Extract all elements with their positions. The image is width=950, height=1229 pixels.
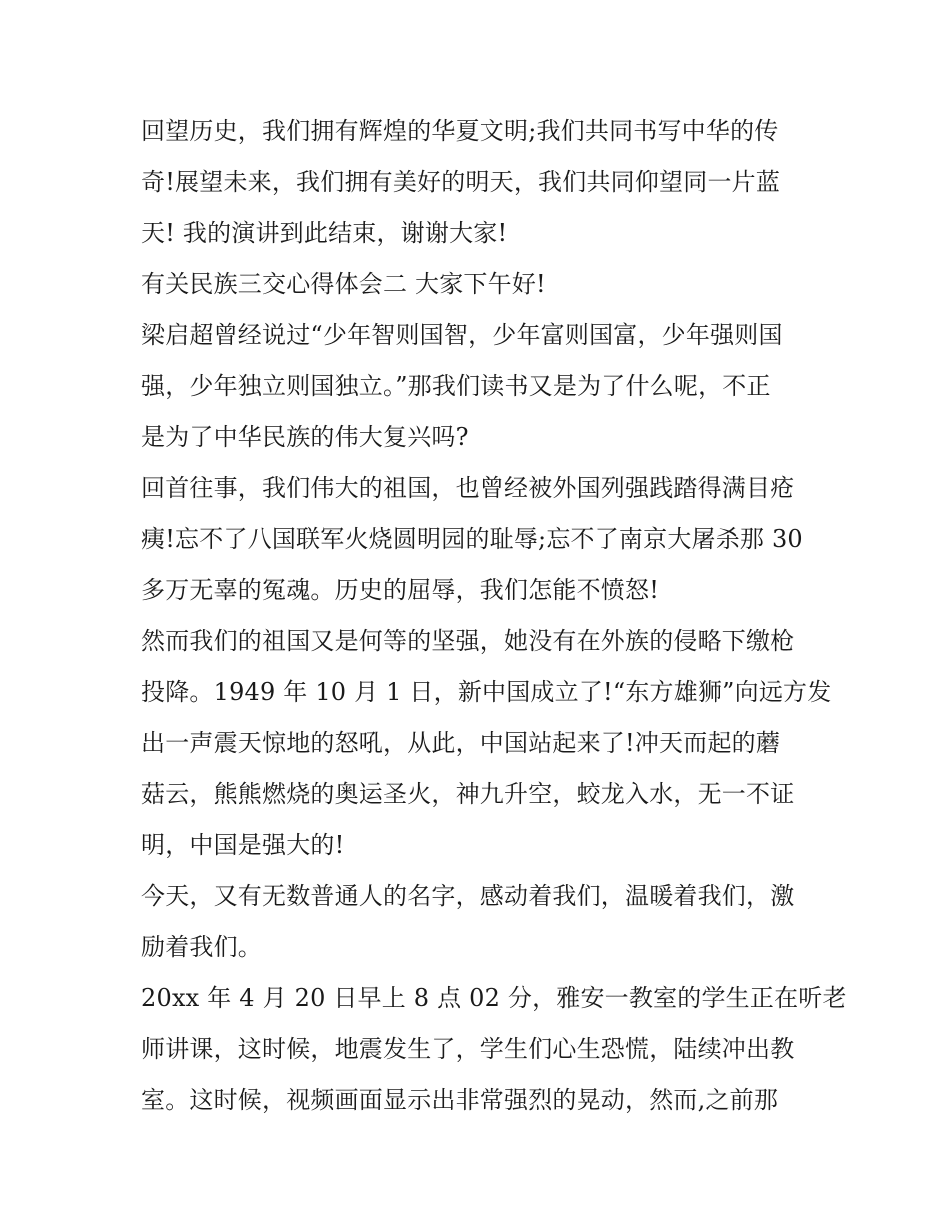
text-line-10: 多万无辜的冤魂。历史的屈辱，我们怎能不愤怒!: [141, 576, 660, 604]
text-line-4: 有关民族三交心得体会二 大家下午好!: [141, 270, 546, 298]
text-line-6: 强，少年独立则国独立。”那我们读书又是为了什么呢，不正: [141, 372, 771, 400]
document-body: [141, 106, 847, 1126]
text-line-7: 是为了中华民族的伟大复兴吗?: [141, 423, 469, 451]
text-line-1: 回望历史，我们拥有辉煌的华夏文明;我们共同书写中华的传: [141, 117, 779, 145]
text-line-18: 20xx 年 4 月 20 日早上 8 点 02 分，雅安一教室的学生正在听老: [141, 984, 847, 1012]
text-line-11: 然而我们的祖国又是何等的坚强，她没有在外族的侵略下缴枪: [141, 627, 795, 655]
text-line-9: 痍!忘不了八国联军火烧圆明园的耻辱;忘不了南京大屠杀那 30: [141, 525, 803, 553]
text-line-16: 今天，又有无数普通人的名字，感动着我们，温暖着我们，激: [141, 882, 795, 910]
text-line-19: 师讲课，这时候，地震发生了，学生们心生恐慌，陆续冲出教: [141, 1035, 795, 1063]
text-line-14: 菇云，熊熊燃烧的奥运圣火，神九升空，蛟龙入水，无一不证: [141, 780, 795, 808]
text-line-2: 奇!展望未来，我们拥有美好的明天，我们共同仰望同一片蓝: [141, 168, 781, 196]
text-line-3: 天! 我的演讲到此结束，谢谢大家!: [141, 219, 508, 247]
text-line-17: 励着我们。: [141, 933, 262, 961]
text-line-12: 投降。1949 年 10 月 1 日，新中国成立了!“东方雄狮”向远方发: [141, 678, 832, 706]
text-line-13: 出一声震天惊地的怒吼，从此，中国站起来了!冲天而起的蘑: [141, 729, 781, 757]
text-line-8: 回首往事，我们伟大的祖国，也曾经被外国列强践踏得满目疮: [141, 474, 795, 502]
text-line-15: 明，中国是强大的!: [141, 831, 345, 859]
text-line-20: 室。这时候，视频画面显示出非常强烈的晃动，然而,之前那: [141, 1086, 779, 1114]
text-line-5: 梁启超曾经说过“少年智则国智，少年富则国富，少年强则国: [141, 321, 783, 349]
